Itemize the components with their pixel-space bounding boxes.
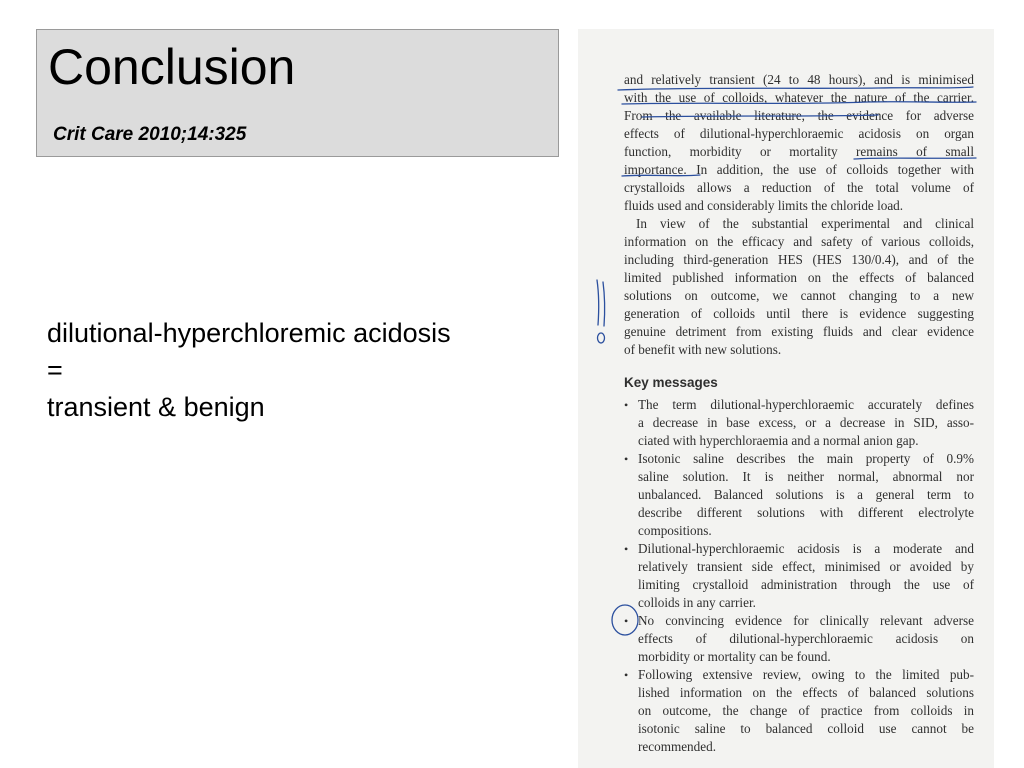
scan-line: • Dilutional-hyperchloraemic acidosis is a moderate and [638, 541, 974, 556]
scan-line: limiting crystalloid administration through the use of [638, 577, 974, 592]
ink-mark-double-line [597, 280, 599, 325]
scan-line: genuine detriment from existing fluids and clear evidence [624, 324, 974, 339]
scan-line: recommended. [638, 739, 716, 754]
scan-line: a decrease in base excess, or a decrease in SID, asso- [638, 415, 974, 430]
ink-circle-bullet [612, 605, 638, 635]
scan-line: crystalloids allows a reduction of the total volume of [624, 180, 974, 195]
scan-line: fluids used and considerably limits the chloride load. [624, 198, 904, 213]
ink-underline [618, 87, 973, 90]
scan-line: including third-generation HES (HES 130/0.4), and of the [624, 252, 974, 267]
scan-line: and relatively transient (24 to 48 hours), and is minimised [624, 72, 974, 87]
scan-line: saline solution. It is neither normal, abnormal nor [638, 469, 974, 484]
scan-line: • Isotonic saline describes the main property of 0.9% [638, 451, 974, 466]
scanned-article-excerpt [578, 29, 994, 768]
scan-line: In view of the substantial experimental and clinical [636, 216, 974, 231]
scan-line: effects of dilutional-hyperchloraemic acidosis on organ [624, 126, 974, 141]
ink-mark-circle [598, 333, 605, 343]
ink-underline [854, 158, 976, 159]
slide-title: Conclusion [48, 39, 296, 95]
scan-line: unbalanced. Balanced solutions is a general term to [638, 487, 974, 502]
title-box [36, 29, 559, 157]
slide-body [47, 315, 451, 426]
key-messages-heading: Key messages [624, 375, 718, 390]
handwritten-annotations [578, 29, 994, 768]
scan-line: lished information on the effects of balanced solutions [638, 685, 974, 700]
ink-underline [622, 102, 976, 104]
scan-line: • The term dilutional-hyperchloraemic accurately defines [638, 397, 974, 412]
scan-line: • Following extensive review, owing to the limited pub- [638, 667, 974, 682]
citation: Crit Care 2010;14:325 [53, 124, 247, 145]
scan-line: of benefit with new solutions. [624, 342, 782, 357]
ink-mark-double-line [603, 282, 605, 326]
body-line: transient & benign [47, 392, 265, 422]
scan-line: morbidity or mortality can be found. [638, 649, 831, 664]
scan-line: limited published information on the effects of balanced [624, 270, 974, 285]
scan-line: solutions on outcome, we cannot changing to a new [624, 288, 974, 303]
ink-underline [622, 175, 700, 176]
scan-line: ciated with hyperchloraemia and a normal anion gap. [638, 433, 919, 448]
scan-line: generation of colloids until there is evidence suggesting [624, 306, 974, 321]
scan-line: From the available literature, the evidence for adverse [624, 108, 974, 123]
scan-line: colloids in any carrier. [638, 595, 756, 610]
scan-line: function, morbidity or mortality remains of small [624, 144, 974, 159]
ink-underline [642, 115, 878, 117]
scan-line: compositions. [638, 523, 712, 538]
scan-line: describe different solutions with different electrolyte [638, 505, 974, 520]
scan-line: • No convincing evidence for clinically relevant adverse [638, 613, 974, 628]
scan-line: information on the efficacy and safety of various colloids, [624, 234, 974, 249]
scan-line: effects of dilutional-hyperchloraemic acidosis on [638, 631, 974, 646]
scan-line: on outcome, the change of practice from colloids in [638, 703, 974, 718]
scan-line: importance. In addition, the use of colloids together with [624, 162, 974, 177]
scan-line: isotonic saline to balanced colloid use cannot be [638, 721, 974, 736]
scan-line: with the use of colloids, whatever the nature of the carrier. [624, 90, 974, 105]
body-line: dilutional-hyperchloremic acidosis [47, 318, 451, 348]
body-line: = [47, 355, 63, 385]
scan-line: relatively transient side effect, minimised or avoided by [638, 559, 974, 574]
